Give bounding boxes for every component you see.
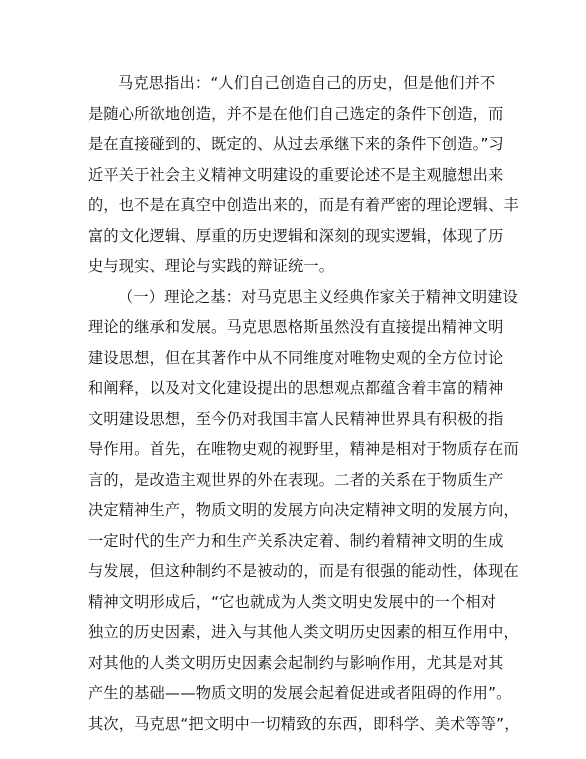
text-line-19: 独立的历史因素，进入与其他人类文明历史因素的相互作用中， [88, 623, 519, 641]
text-line-22: 其次，马克思“把文明中一切精致的东西，即科学、美术等等”， [88, 715, 520, 733]
text-line-20: 对其他的人类文明历史因素会起制约与影响作用，尤其是对其 [88, 654, 504, 672]
text-line-5: 的，也不是在真空中创造出来的，而是有着严密的理论逻辑、丰 [88, 196, 519, 214]
text-line-9: 理论的继承和发展。马克思恩格斯虽然没有直接提出精神文明 [88, 318, 504, 336]
text-line-18: 精神文明形成后，“它也就成为人类文明史发展中的一个相对 [88, 593, 497, 611]
text-line-7: 史与现实、理论与实践的辩证统一。 [88, 257, 335, 275]
text-line-3: 是在直接碰到的、既定的、从过去承继下来的条件下创造。”习 [88, 135, 504, 153]
text-line-17: 与发展，但这种制约不是被动的，而是有很强的能动性，体现在 [88, 562, 519, 580]
text-line-10: 建设思想，但在其著作中从不同维度对唯物史观的全方位讨论 [88, 349, 504, 367]
text-line-16: 一定时代的生产力和生产关系决定着、制约着精神文明的生成 [88, 532, 504, 550]
text-line-2: 是随心所欲地创造，并不是在他们自己选定的条件下创造，而 [88, 105, 504, 123]
text-line-15: 决定精神生产，物质文明的发展方向决定精神文明的发展方向， [88, 501, 519, 519]
text-line-4: 近平关于社会主义精神文明建设的重要论述不是主观臆想出来 [88, 166, 504, 184]
text-line-11: 和阐释，以及对文化建设提出的思想观点都蕴含着丰富的精神 [88, 379, 504, 397]
text-line-13: 导作用。首先，在唯物史观的视野里，精神是相对于物质存在而 [88, 440, 519, 458]
text-line-1: 马克思指出：“人们自己创造自己的历史，但是他们并不 [118, 74, 496, 92]
text-line-8: （一）理论之基：对马克思主义经典作家关于精神文明建设 [118, 288, 519, 306]
text-line-6: 富的文化逻辑、厚重的历史逻辑和深刻的现实逻辑，体现了历 [88, 227, 504, 245]
text-line-14: 言的，是改造主观世界的外在表现。二者的关系在于物质生产 [88, 471, 504, 489]
text-line-21: 产生的基础——物质文明的发展会起着促进或者阻碍的作用”。 [88, 684, 512, 702]
text-line-12: 文明建设思想，至今仍对我国丰富人民精神世界具有积极的指 [88, 410, 504, 428]
